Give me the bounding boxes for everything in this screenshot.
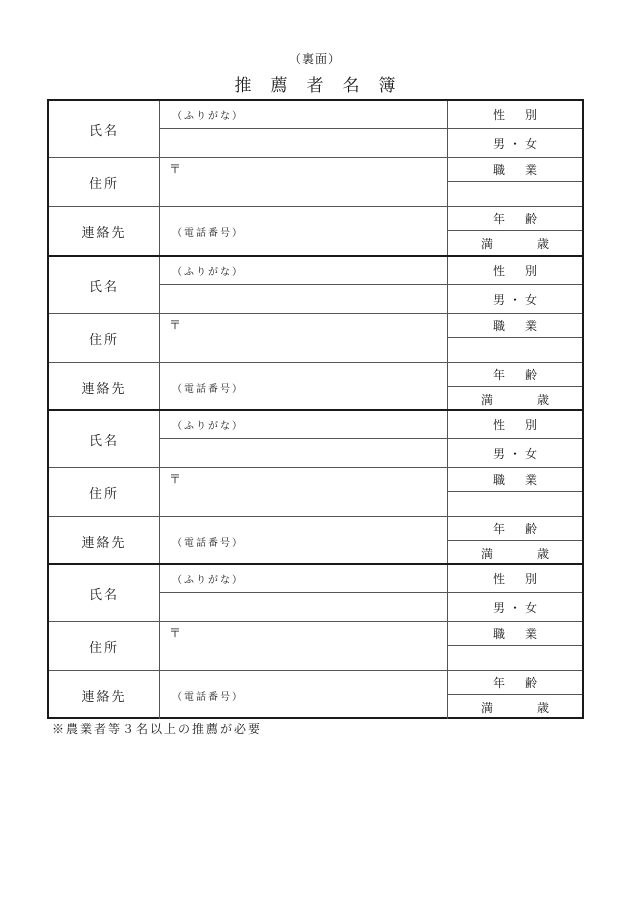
postal-mark-icon: 〒 xyxy=(169,318,182,332)
occupation-header: 職 業 xyxy=(447,621,582,645)
age-suffix: 歳 xyxy=(537,700,550,715)
gender-female-option[interactable]: 女 xyxy=(525,600,538,615)
occupation-header: 職 業 xyxy=(447,313,582,337)
occupation-field[interactable] xyxy=(447,645,582,670)
phone-label: （電話番号） xyxy=(172,383,244,395)
age-prefix: 満 xyxy=(480,236,493,251)
contact-label: 連絡先 xyxy=(49,670,159,719)
gender-male-option[interactable]: 男 xyxy=(492,600,505,615)
address-field[interactable] xyxy=(159,621,447,670)
address-field[interactable] xyxy=(159,157,447,206)
age-prefix: 満 xyxy=(480,392,493,407)
phone-label: （電話番号） xyxy=(172,537,244,549)
phone-label: （電話番号） xyxy=(172,691,244,703)
recommender-roster-table xyxy=(47,99,584,719)
gender-male-option[interactable]: 男 xyxy=(492,446,505,461)
age-suffix: 歳 xyxy=(537,236,550,251)
furigana-field[interactable] xyxy=(159,257,447,284)
page-subtitle: （裏面） xyxy=(288,52,341,66)
contact-label: 連絡先 xyxy=(49,206,159,255)
gender-separator: ・ xyxy=(508,600,521,615)
age-field[interactable] xyxy=(447,230,582,255)
postal-mark-icon: 〒 xyxy=(169,472,182,486)
age-field[interactable] xyxy=(447,694,582,719)
occupation-header: 職 業 xyxy=(447,157,582,181)
gender-separator: ・ xyxy=(508,292,521,307)
name-label: 氏名 xyxy=(88,587,119,603)
recommender-entry xyxy=(49,255,582,409)
phone-field[interactable] xyxy=(159,516,447,565)
name-label: 氏名 xyxy=(88,279,119,295)
gender-separator: ・ xyxy=(508,446,521,461)
furigana-label: （ふりがな） xyxy=(172,575,244,586)
gender-header: 性 別 xyxy=(447,411,582,438)
furigana-label: （ふりがな） xyxy=(172,267,244,278)
gender-header: 性 別 xyxy=(447,101,582,128)
occupation-field[interactable] xyxy=(447,491,582,516)
postal-mark-icon: 〒 xyxy=(169,162,182,176)
address-field[interactable] xyxy=(159,467,447,516)
phone-label: （電話番号） xyxy=(172,227,244,239)
furigana-field[interactable] xyxy=(159,411,447,438)
postal-mark-icon: 〒 xyxy=(169,626,182,640)
gender-choice[interactable] xyxy=(447,438,582,467)
gender-choice[interactable] xyxy=(447,592,582,621)
gender-choice[interactable] xyxy=(447,128,582,157)
age-suffix: 歳 xyxy=(537,546,550,561)
contact-label: 連絡先 xyxy=(49,362,159,411)
gender-choice[interactable] xyxy=(447,284,582,313)
address-label: 住所 xyxy=(49,467,159,516)
phone-field[interactable] xyxy=(159,362,447,411)
name-field[interactable] xyxy=(159,284,447,313)
occupation-header: 職 業 xyxy=(447,467,582,491)
age-header: 年 齢 xyxy=(447,516,582,540)
address-label: 住所 xyxy=(49,621,159,670)
name-label: 氏名 xyxy=(88,433,119,449)
gender-male-option[interactable]: 男 xyxy=(492,292,505,307)
name-field[interactable] xyxy=(159,438,447,467)
gender-header: 性 別 xyxy=(447,565,582,592)
furigana-field[interactable] xyxy=(159,101,447,128)
age-field[interactable] xyxy=(447,540,582,565)
recommender-entry xyxy=(49,409,582,563)
age-suffix: 歳 xyxy=(537,392,550,407)
age-prefix: 満 xyxy=(480,546,493,561)
phone-field[interactable] xyxy=(159,670,447,719)
gender-separator: ・ xyxy=(508,136,521,151)
gender-female-option[interactable]: 女 xyxy=(525,446,538,461)
furigana-label: （ふりがな） xyxy=(172,421,244,432)
age-prefix: 満 xyxy=(480,700,493,715)
age-header: 年 齢 xyxy=(447,206,582,230)
age-header: 年 齢 xyxy=(447,670,582,694)
contact-label: 連絡先 xyxy=(49,516,159,565)
gender-female-option[interactable]: 女 xyxy=(525,292,538,307)
age-field[interactable] xyxy=(447,386,582,411)
occupation-field[interactable] xyxy=(447,181,582,206)
occupation-field[interactable] xyxy=(447,337,582,362)
recommender-entry xyxy=(49,563,582,717)
page-title: 推薦者名簿 xyxy=(234,76,415,96)
furigana-label: （ふりがな） xyxy=(172,111,244,122)
name-field[interactable] xyxy=(159,128,447,157)
recommender-entry xyxy=(49,101,582,255)
name-field[interactable] xyxy=(159,592,447,621)
phone-field[interactable] xyxy=(159,206,447,255)
footer-note: ※農業者等３名以上の推薦が必要 xyxy=(52,722,263,736)
gender-female-option[interactable]: 女 xyxy=(525,136,538,151)
gender-male-option[interactable]: 男 xyxy=(492,136,505,151)
address-label: 住所 xyxy=(49,157,159,206)
furigana-field[interactable] xyxy=(159,565,447,592)
name-label: 氏名 xyxy=(88,123,119,139)
address-label: 住所 xyxy=(49,313,159,362)
address-field[interactable] xyxy=(159,313,447,362)
gender-header: 性 別 xyxy=(447,257,582,284)
age-header: 年 齢 xyxy=(447,362,582,386)
